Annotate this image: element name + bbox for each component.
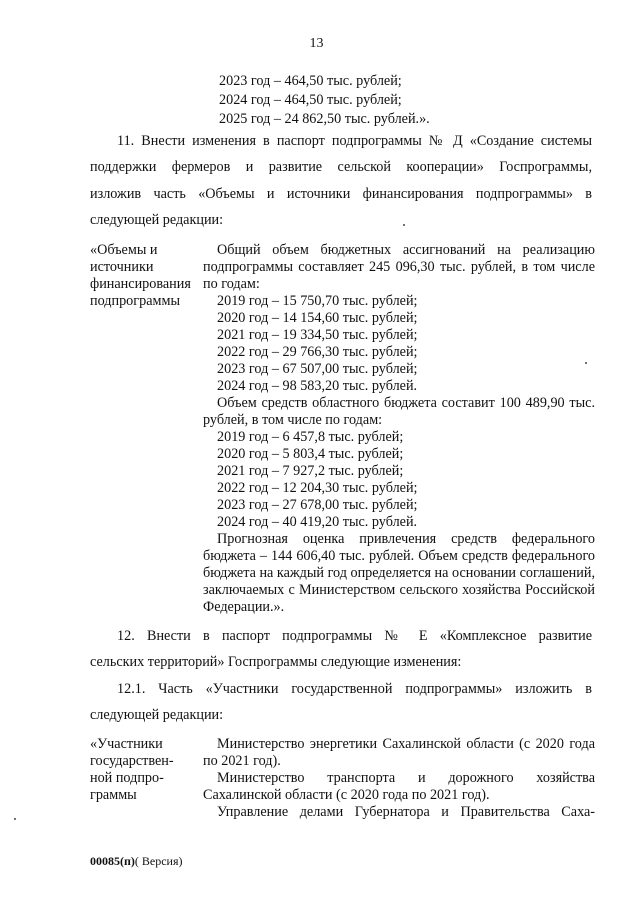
funding-year-line: 2021 год – 19 334,50 тыс. рублей; — [217, 327, 418, 343]
participant-entry: Министерство энергетики Сахалинской области (с 2020 года по 2021 год). — [203, 736, 595, 769]
regional-year-line: 2021 год – 7 927,2 тыс. рублей; — [217, 463, 404, 479]
page-number: 13 — [309, 36, 324, 51]
regional-year-line: 2022 год – 12 204,30 тыс. рублей; — [217, 480, 418, 496]
participant-entry: Министерство транспорта и дорожного хозяйства Сахалинской области (с 2020 года по 2021 год). — [203, 770, 595, 803]
item-11-line-2: поддержки фермеров и развитие сельской кооперации» Госпрограммы, — [90, 159, 592, 175]
funding-year-line: 2020 год – 14 154,60 тыс. рублей; — [217, 310, 418, 326]
footer — [90, 854, 183, 869]
participants-label: «Участники государствен- ной подпро- граммы — [90, 736, 174, 803]
regional-year-line: 2023 год – 27 678,00 тыс. рублей; — [217, 497, 418, 513]
item-12-line-2: сельских территорий» Госпрограммы следующие изменения: — [90, 654, 462, 670]
funding-year-line: 2022 год – 29 766,30 тыс. рублей; — [217, 344, 418, 360]
funding-label: «Объемы и источники финансирования подпрограммы — [90, 242, 191, 309]
item-12-line-1: 12. Внести в паспорт подпрограммы № Е «Комплексное развитие — [117, 628, 592, 644]
funding-year-line: 2019 год – 15 750,70 тыс. рублей; — [217, 293, 418, 309]
item-11-line-4: следующей редакции: — [90, 212, 224, 228]
regional-year-line: 2020 год – 5 803,4 тыс. рублей; — [217, 446, 404, 462]
year-line: 2023 год – 464,50 тыс. рублей; — [219, 73, 402, 89]
funding-body — [203, 242, 595, 616]
participant-entry: Управление делами Губернатора и Правительства Саха- — [217, 804, 595, 820]
scan-speck — [403, 224, 405, 226]
item-11-line-1: 11. Внести изменения в паспорт подпрограммы № Д «Создание системы — [117, 133, 592, 149]
scan-speck — [585, 362, 587, 364]
footer-version: ( Версия) — [134, 854, 183, 868]
item-12-1-line-1: 12.1. Часть «Участники государственной подпрограммы» изложить в — [117, 681, 592, 697]
funding-year-line: 2023 год – 67 507,00 тыс. рублей; — [217, 361, 418, 377]
scan-speck — [14, 818, 16, 820]
federal-text: Прогнозная оценка привлечения средств федерального бюджета – 144 606,40 тыс. рублей. Объем средств федерального бюджета на каждый год определяется на основании соглашений, заключаемых с Министерством сельского хозяйства Российской Федерации.». — [203, 531, 595, 615]
regional-year-line: 2024 год – 40 419,20 тыс. рублей. — [217, 514, 418, 530]
footer-code: 00085(п) — [90, 854, 135, 868]
year-line: 2025 год – 24 862,50 тыс. рублей.». — [219, 111, 430, 127]
funding-year-line: 2024 год – 98 583,20 тыс. рублей. — [217, 378, 418, 394]
regional-year-line: 2019 год – 6 457,8 тыс. рублей; — [217, 429, 404, 445]
year-line: 2024 год – 464,50 тыс. рублей; — [219, 92, 402, 108]
item-12-1-line-2: следующей редакции: — [90, 707, 224, 723]
funding-intro: Общий объем бюджетных ассигнований на реализацию подпрограммы составляет 245 096,30 тыс. рублей, в том числе по годам: — [203, 242, 595, 292]
regional-intro: Объем средств областного бюджета составит 100 489,90 тыс. рублей, в том числе по годам: — [203, 395, 595, 428]
participants-body — [203, 736, 595, 821]
item-11-line-3: изложив часть «Объемы и источники финансирования подпрограммы» в — [90, 186, 592, 202]
